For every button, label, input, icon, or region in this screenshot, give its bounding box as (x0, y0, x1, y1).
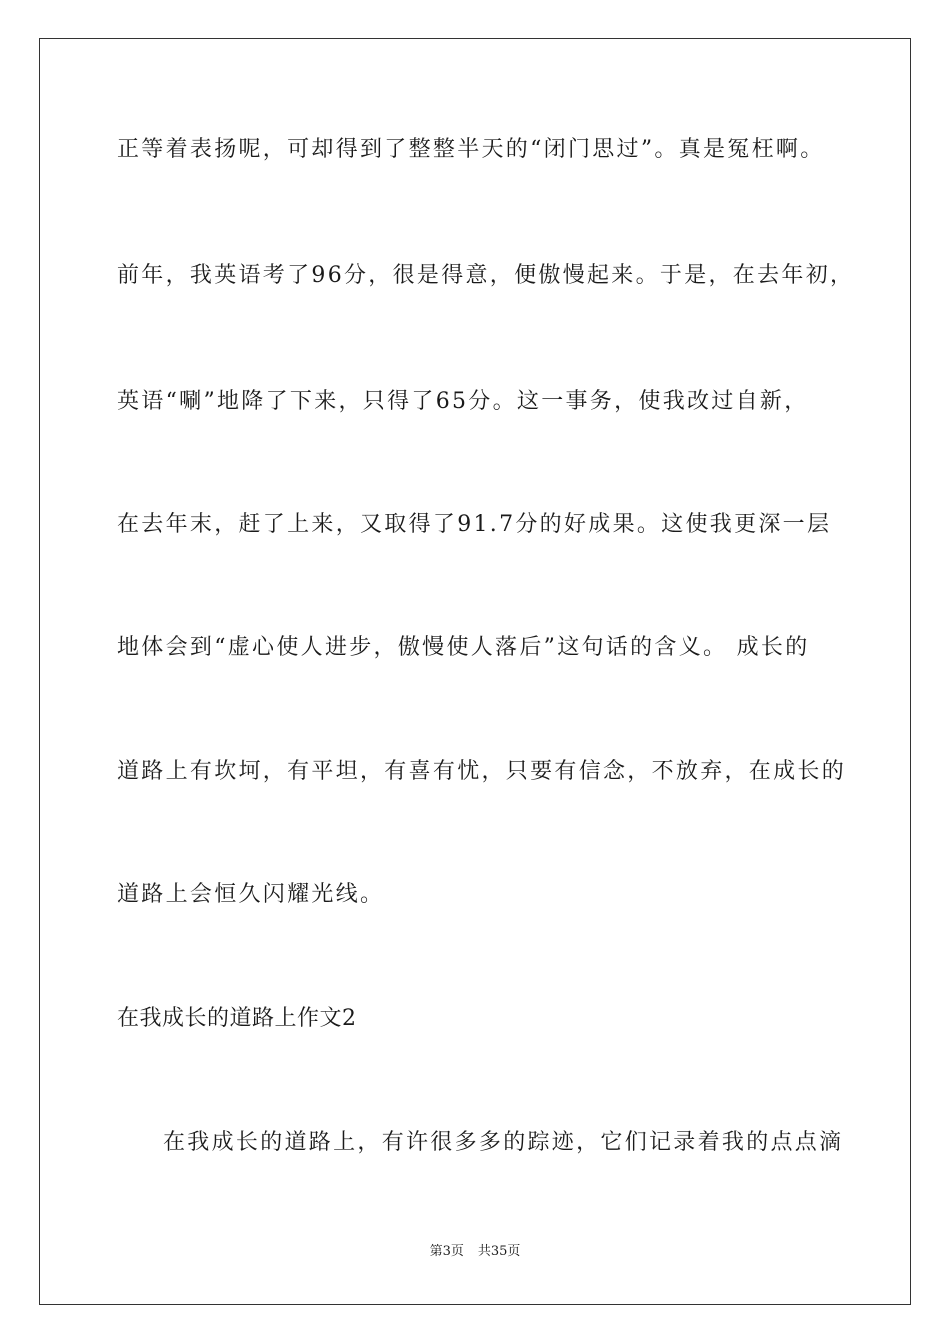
body-line-4: 在去年末，赶了上来，又取得了91.7分的好成果。这使我更深一层 (117, 512, 832, 537)
section-title: 在我成长的道路上作文2 (117, 1006, 357, 1031)
page-number: 第3页 (429, 1244, 464, 1259)
body-line-2: 前年，我英语考了96分，很是得意，便傲慢起来。于是，在去年初， (117, 263, 855, 288)
body-line-7: 道路上会恒久闪耀光线。 (117, 882, 385, 907)
body-line-3: 英语“唰”地降了下来，只得了65分。这一事务，使我改过自新， (117, 389, 809, 414)
page-frame (39, 38, 911, 1305)
body-line-6: 道路上有坎坷，有平坦，有喜有忧，只要有信念，不放弃，在成长的 (117, 759, 847, 784)
page-total: 共35页 (477, 1244, 521, 1259)
body-line-1: 正等着表扬呢，可却得到了整整半天的“闭门思过”。真是冤枉啊。 (117, 137, 825, 162)
page-footer (0, 1243, 950, 1261)
paragraph-start: 在我成长的道路上，有许很多多的踪迹，它们记录着我的点点滴 (163, 1130, 844, 1155)
body-line-5: 地体会到“虚心使人进步，傲慢使人落后”这句话的含义。 成长的 (117, 635, 810, 660)
